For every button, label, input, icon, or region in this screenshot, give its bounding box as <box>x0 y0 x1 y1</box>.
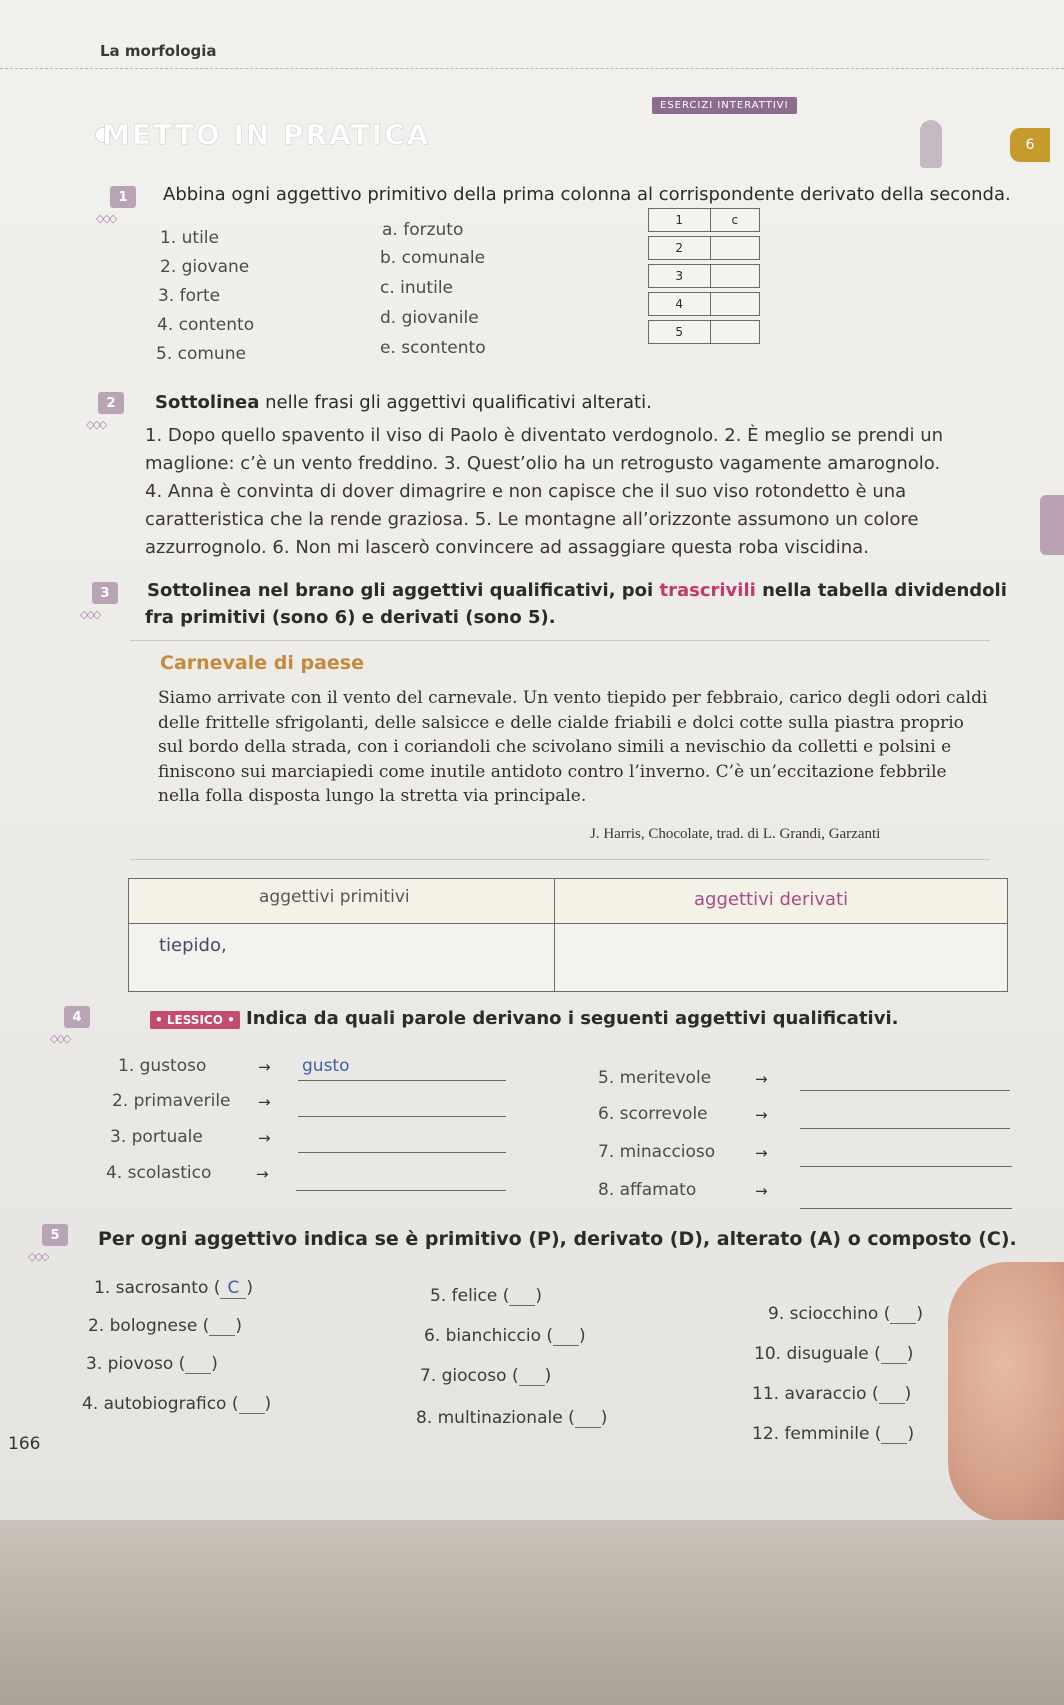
ex2-line: 4. Anna è convinta di dover dimagrire e non capisce che il suo viso rotondetto è una <box>145 481 907 502</box>
ex5-paren: ) <box>600 1408 608 1428</box>
ex4-word: 6. scorrevole <box>598 1104 708 1124</box>
ex5-paren: ) <box>246 1278 254 1298</box>
ex5-paren: ) <box>579 1326 586 1346</box>
ex1-left-item: 5. comune <box>156 344 246 364</box>
ex5-blank[interactable] <box>519 1369 545 1386</box>
ex5-blank[interactable] <box>553 1329 579 1346</box>
exercise-1-instruction: Abbina ogni aggettivo primitivo della prima colonna al corrispondente derivato della seconda. <box>163 184 1011 205</box>
instruction-verb: Sottolinea <box>155 392 260 413</box>
ex5-word: 12. femminile ( <box>752 1424 882 1444</box>
ex5-item <box>424 1326 586 1346</box>
grid-answer[interactable] <box>711 237 760 259</box>
ex5-word: 10. disuguale ( <box>754 1344 881 1364</box>
difficulty-icon: ◇◇◇ <box>50 1032 70 1045</box>
instruction-text: nella tabella dividendoli <box>755 580 1007 601</box>
ex1-left-item: 1. utile <box>160 228 219 248</box>
difficulty-icon: ◇◇◇ <box>86 418 106 431</box>
ex5-blank[interactable] <box>575 1411 601 1428</box>
corner-badge: 6 <box>1010 128 1050 162</box>
ex5-paren: ) <box>916 1304 923 1324</box>
interactive-exercises-tag[interactable]: ESERCIZI INTERATTIVI <box>652 97 797 114</box>
ex5-paren: ) <box>906 1344 914 1364</box>
answer-line[interactable] <box>298 1152 506 1153</box>
ex5-paren: ) <box>907 1424 915 1444</box>
ex1-left-item: 4. contento <box>157 315 255 335</box>
ex5-word: 5. felice ( <box>430 1286 510 1306</box>
ex4-word: 4. scolastico <box>106 1163 212 1183</box>
ex2-line: azzurrognolo. 6. Non mi lascerò convincere ad assaggiare questa roba viscidina. <box>145 537 869 558</box>
exercise-3-instruction <box>147 580 1007 601</box>
grid-number: 3 <box>649 265 711 287</box>
exercise-5-instruction: Per ogni aggettivo indica se è primitivo (P), derivato (D), alterato (A) o composto (C). <box>98 1228 1017 1250</box>
grid-answer[interactable] <box>711 293 760 315</box>
ex5-item <box>82 1394 271 1414</box>
ex5-paren: ) <box>264 1394 272 1414</box>
ex5-blank[interactable] <box>239 1397 265 1414</box>
exercise-3-instruction-line2: fra primitivi (sono 6) e derivati (sono 5). <box>145 607 556 628</box>
ex1-right-item: c. inutile <box>380 278 453 298</box>
ex5-blank[interactable] <box>879 1387 905 1404</box>
adjectives-table <box>128 878 1008 992</box>
exercise-3-badge: 3 <box>92 582 118 604</box>
ex1-right-item: e. scontento <box>380 338 486 358</box>
section-header: La morfologia <box>100 42 217 60</box>
ex4-word: 2. primaverile <box>112 1091 231 1111</box>
exercise-1-badge: 1 <box>110 186 136 208</box>
ex5-paren: ) <box>235 1316 242 1336</box>
ex5-word: 2. bolognese ( <box>88 1316 210 1336</box>
answer-line[interactable] <box>298 1116 506 1117</box>
instruction-verb: Sottolinea <box>147 580 252 601</box>
ex5-blank[interactable] <box>185 1357 211 1374</box>
grid-answer[interactable] <box>711 265 760 287</box>
thumb-photo-artifact <box>948 1262 1064 1520</box>
exercise-4-badge: 4 <box>64 1006 90 1028</box>
match-grid-row[interactable] <box>648 292 760 316</box>
ex5-item <box>752 1384 911 1404</box>
arrow-icon: → <box>258 1058 271 1076</box>
arrow-icon: → <box>256 1165 269 1183</box>
difficulty-icon: ◇◇◇ <box>28 1250 48 1263</box>
ex5-word: 3. piovoso ( <box>86 1354 186 1374</box>
figure-icon <box>920 120 942 168</box>
exercise-2-instruction <box>155 392 652 413</box>
instruction-verb: trascrivili <box>659 580 756 601</box>
ex4-word: 3. portuale <box>110 1127 203 1147</box>
grid-number: 4 <box>649 293 711 315</box>
arrow-icon: → <box>258 1129 271 1147</box>
lessico-tag: • LESSICO • <box>150 1011 240 1029</box>
ex4-word: 5. meritevole <box>598 1068 712 1088</box>
ex5-item <box>86 1354 218 1374</box>
stacked-pages-edge <box>0 1520 1064 1705</box>
exercise-4-instruction <box>150 1008 898 1029</box>
ex5-blank[interactable] <box>209 1319 235 1336</box>
ex4-word: 7. minaccioso <box>598 1142 716 1162</box>
table-col-primitive: aggettivi primitivi <box>259 887 410 907</box>
grid-answer[interactable] <box>711 321 760 343</box>
ex5-word: 11. avaraccio ( <box>752 1384 879 1404</box>
banner-title: METTO IN PRATICA <box>102 118 431 151</box>
ex5-word: 8. multinazionale ( <box>416 1408 575 1428</box>
edge-tab <box>1040 495 1064 555</box>
answer-line[interactable] <box>800 1090 1010 1091</box>
ex5-answer[interactable]: C <box>220 1278 246 1299</box>
answer-line[interactable] <box>800 1208 1012 1209</box>
ex5-word: 4. autobiografico ( <box>82 1394 239 1414</box>
grid-number: 2 <box>649 237 711 259</box>
exercise-5-badge: 5 <box>42 1224 68 1246</box>
ex5-word: 1. sacrosanto ( <box>94 1278 221 1298</box>
instruction-text: nelle frasi gli aggettivi qualificativi alterati. <box>259 392 652 413</box>
ex5-item <box>416 1408 607 1428</box>
passage-text: Siamo arrivate con il vento del carnevale. Un vento tiepido per febbraio, carico degli odori caldi delle frittelle sfrigolanti, delle salsicce e delle cialde friabili e dolci cotte sulla piastra proprio sul bordo della strada, con i coriandoli che scivolano simili a nevischio da colletti e polsini e finiscono sui marciapiedi come inutile antidoto contro l’inverno. C’è un’eccitazione febbrile nella folla disposta lungo la stretta via principale. <box>158 688 988 806</box>
arrow-icon: → <box>755 1070 768 1088</box>
ex5-paren: ) <box>535 1286 542 1306</box>
ex5-item <box>430 1286 542 1306</box>
match-grid-row[interactable] <box>648 236 760 260</box>
ex1-left-item: 2. giovane <box>160 257 250 277</box>
ex5-blank[interactable] <box>881 1427 907 1444</box>
instruction-text: nel brano gli aggettivi qualificativi, poi <box>251 580 660 601</box>
ex2-line: maglione: c’è un vento freddino. 3. Quest’olio ha un retrogusto vagamente amarognolo. <box>145 453 941 474</box>
ex5-item <box>420 1366 551 1386</box>
arrow-icon: → <box>258 1093 271 1111</box>
difficulty-icon: ◇◇◇ <box>96 212 116 225</box>
table-col-derived: aggettivi derivati <box>694 889 849 910</box>
grid-number: 1 <box>649 209 711 231</box>
ex2-line: caratteristica che la rende graziosa. 5. Le montagne all’orizzonte assumono un colore <box>145 509 919 530</box>
ex5-item <box>94 1278 253 1299</box>
ex5-word: 9. sciocchino ( <box>768 1304 891 1324</box>
ex5-paren: ) <box>544 1366 552 1386</box>
ex1-left-item: 3. forte <box>158 286 221 306</box>
ex5-blank[interactable] <box>890 1307 916 1324</box>
ex5-item <box>752 1424 914 1444</box>
passage-citation: J. Harris, Chocolate, trad. di L. Grandi, Garzanti <box>590 826 881 842</box>
ex1-right-item: a. forzuto <box>382 220 464 240</box>
ex4-word: 1. gustoso <box>118 1056 207 1076</box>
grid-answer[interactable]: c <box>731 213 739 227</box>
instruction-text: Indica da quali parole derivano i seguenti aggettivi qualificativi. <box>239 1008 899 1029</box>
arrow-icon: → <box>755 1182 768 1200</box>
ex5-item <box>88 1316 242 1336</box>
ex5-paren: ) <box>211 1354 218 1374</box>
arrow-icon: → <box>755 1144 768 1162</box>
ex1-right-item: b. comunale <box>380 248 486 268</box>
match-grid-row[interactable] <box>648 320 760 344</box>
arrow-icon: → <box>755 1106 768 1124</box>
difficulty-icon: ◇◇◇ <box>80 608 100 621</box>
match-grid-row[interactable] <box>648 208 760 232</box>
exercise-2-badge: 2 <box>98 392 124 414</box>
answer-line[interactable] <box>800 1166 1012 1167</box>
ex5-item <box>754 1344 913 1364</box>
answer-line[interactable] <box>296 1190 506 1191</box>
answer-line[interactable] <box>800 1128 1010 1129</box>
ex1-right-item: d. giovanile <box>380 308 479 328</box>
grid-number: 5 <box>649 321 711 343</box>
ex5-blank[interactable] <box>509 1289 535 1306</box>
page-number: 166 <box>8 1434 41 1454</box>
ex5-item <box>768 1304 923 1324</box>
ex5-paren: ) <box>904 1384 912 1404</box>
answer-line[interactable] <box>298 1080 506 1081</box>
table-cell[interactable]: tiepido, <box>159 935 227 956</box>
ex4-word: 8. affamato <box>598 1180 697 1200</box>
header-rule <box>0 68 1064 69</box>
table-divider <box>554 879 555 991</box>
passage-title: Carnevale di paese <box>160 652 364 674</box>
ex2-line: 1. Dopo quello spavento il viso di Paolo è diventato verdognolo. 2. È meglio se prendi un <box>145 425 944 446</box>
ex5-word: 7. giocoso ( <box>420 1366 519 1386</box>
ex5-blank[interactable] <box>881 1347 907 1364</box>
ex4-answer[interactable]: gusto <box>302 1056 350 1076</box>
ex5-word: 6. bianchiccio ( <box>424 1326 554 1346</box>
match-grid-row[interactable] <box>648 264 760 288</box>
